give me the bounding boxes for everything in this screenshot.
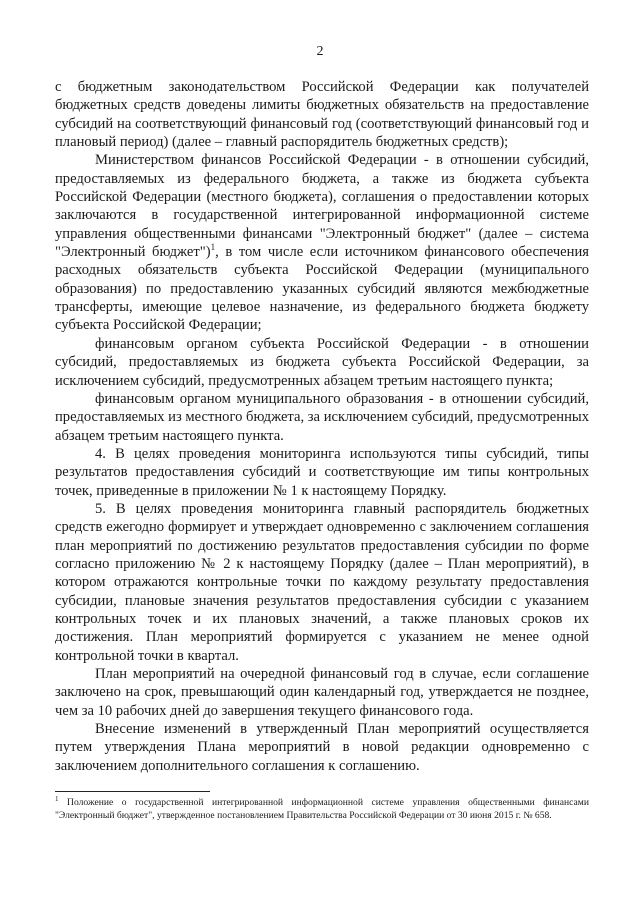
paragraph-7: План мероприятий на очередной финансовый год в случае, если соглашение заключено на срок, превышающий один календарный год, утверждается не позднее, чем за 10 рабочих дней до завершения текущего финансового года. (55, 666, 589, 719)
paragraph-6: 5. В целях проведения мониторинга главный распорядитель бюджетных средств ежегодно формирует и утверждает одновременно с заключением соглашения план мероприятий по достижению результатов предоставления субсидии по форме согласно приложению № 2 к настоящему Порядку (далее – План мероприятий), в котором отражаются контрольные точки по каждому результату предоставления субсидии, плановые значения результатов предоставления субсидии с указанием контрольных точек и их плановых значений, а также плановых сроков их достижения. План мероприятий формируется с указанием не менее одной контрольной точки в квартал. (55, 500, 589, 664)
footnote-marker: 1 (55, 794, 59, 803)
paragraph-3: финансовым органом субъекта Российской Федерации - в отношении субсидий, предоставляемых из бюджета субъекта Российской Федерации, за исключением субсидий, предусмотренных абзацем третьим настоящего пункта; (55, 335, 589, 389)
page-number: 2 (316, 44, 324, 59)
footnote (55, 794, 589, 822)
paragraph-4: финансовым органом муниципального образования - в отношении субсидий, предоставляемых из местного бюджета, за исключением субсидий, предусмотренных абзацем третьим настоящего пункта. (55, 390, 589, 444)
paragraph-2-tail: , в том числе если источником финансового обеспечения расходных обязательств субъекта Российской Федерации (муниципального образования) по предоставлению указанных субсидий являются межбюджетные трансферты, имеющие целевое назначение, из федерального бюджета бюджету субъекта Российской Федерации; (55, 244, 589, 334)
paragraph-1: с бюджетным законодательством Российской Федерации как получателей бюджетных средств доведены лимиты бюджетных обязательств на предоставление субсидий на соответствующий финансовый год (соответствующий финансовый год и плановый период) (далее – главный распорядитель бюджетных средств); (55, 79, 589, 151)
document-body (55, 78, 589, 775)
footnote-reference[interactable]: 1 (210, 242, 216, 253)
paragraph-2-text: Министерством финансов Российской Федерации - в отношении субсидий, предоставляемых из федерального бюджета, а также из бюджета субъекта Российской Федерации (местного бюджета), соглашения о предоставлении которых заключаются в государственной интегрированной информационной системе управления общественными финансами "Электронный бюджет" (далее – система "Электронный бюджет") (55, 152, 589, 261)
footnote-divider (55, 791, 210, 792)
paragraph-2 (55, 151, 589, 334)
paragraph-8: Внесение изменений в утвержденный План мероприятий осуществляется путем утверждения Плана мероприятий в новой редакции одновременно с заключением дополнительного соглашения к соглашению. (55, 721, 589, 774)
footnote-text: Положение о государственной интегрированной информационной системе управления общественными финансами "Электронный бюджет", утвержденное постановлением Правительства Российской Федерации от 30 июня 2015 г. № 658. (55, 797, 589, 821)
paragraph-5: 4. В целях проведения мониторинга используются типы субсидий, типы результатов предоставления субсидий и соответствующие им типы контрольных точек, приведенные в приложении № 1 к настоящему Порядку. (55, 445, 589, 499)
